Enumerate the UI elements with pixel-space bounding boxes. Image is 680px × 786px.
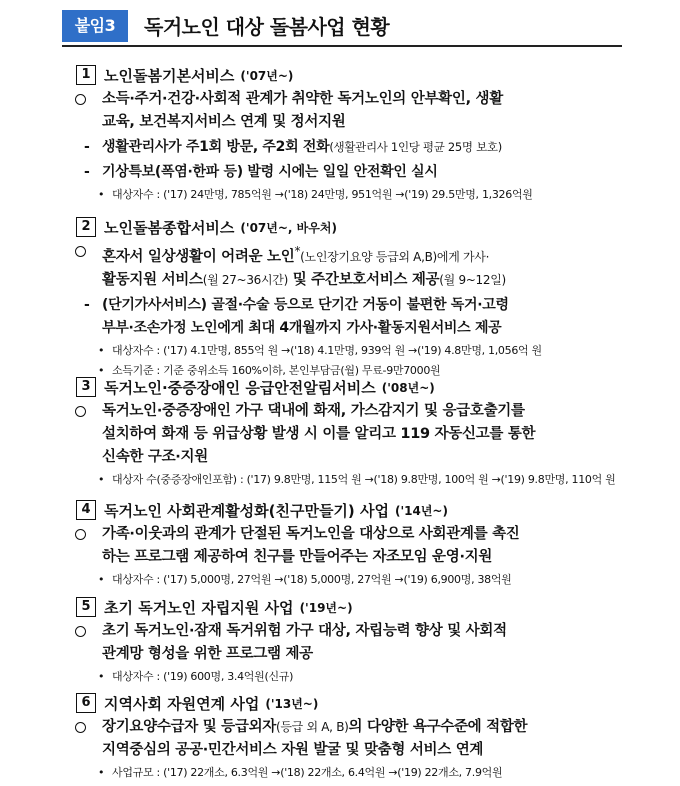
section-number: 6 xyxy=(76,693,96,713)
section-note: ('13년~) xyxy=(265,696,319,711)
circle-item xyxy=(62,620,622,666)
dot-text: 대상자 수(중증장애인포함) : ('17) 9.8만명, 115억 원 →('18) 9.8만명, 100억 원 →('19) 9.8만명, 110억 원 xyxy=(112,473,616,486)
dash-icon: - xyxy=(84,164,90,180)
section-note: ('19년~) xyxy=(299,600,353,615)
dash-line: (단기가사서비스) 골절·수술 등으로 단기간 거동이 불편한 독거·고령 xyxy=(102,296,509,313)
circle-text: 의 다양한 욕구수준에 적합한 xyxy=(348,719,528,735)
circle-line: 설치하여 화재 등 위급상황 발생 시 이를 알리고 119 자동신고를 통한 xyxy=(102,426,536,442)
dot-item xyxy=(62,341,622,360)
section-title: 지역사회 자원연계 사업 xyxy=(104,694,260,713)
section-number: 5 xyxy=(76,597,96,617)
document-title: 독거노인 대상 돌봄사업 현황 xyxy=(144,15,390,39)
bullet-icon: • xyxy=(98,473,105,486)
section-heading xyxy=(62,690,622,716)
section-title: 노인돌봄종합서비스 xyxy=(104,218,235,237)
attachment-badge: 붙임3 xyxy=(62,10,128,42)
dot-item xyxy=(62,185,622,204)
bullet-icon: • xyxy=(98,573,105,586)
dot-text: 사업규모 : ('17) 22개소, 6.3억원 →('18) 22개소, 6.4억원 →('19) 22개소, 7.9억원 xyxy=(112,766,503,779)
bullet-icon: • xyxy=(98,343,105,357)
section-number: 4 xyxy=(76,500,96,520)
section-4 xyxy=(62,497,622,589)
section-number: 2 xyxy=(76,217,96,237)
dash-item xyxy=(62,161,622,184)
dash-item xyxy=(62,294,622,340)
dash-line: 부부·조손가정 노인에게 최대 4개월까지 가사·활동지원서비스 제공 xyxy=(102,319,502,336)
footnote-mark: * xyxy=(294,244,301,258)
dot-text: 대상자수 : ('19) 600명, 3.4억원(신규) xyxy=(112,670,294,683)
circle-line: 가족·이웃과의 관계가 단절된 독거노인을 대상으로 사회관계를 촉진 xyxy=(102,526,520,542)
circle-bullet-icon xyxy=(75,94,86,105)
section-6 xyxy=(62,690,622,782)
circle-item xyxy=(62,523,622,569)
dot-text: 대상자수 : ('17) 5,000명, 27억원 →('18) 5,000명, 27억원 →('19) 6,900명, 38억원 xyxy=(112,573,512,586)
bullet-icon: • xyxy=(98,363,105,377)
circle-line: 교육, 보건복지서비스 연계 및 정서지원 xyxy=(102,114,346,130)
section-note: ('08년~) xyxy=(381,380,435,395)
circle-line: 신속한 구조·지원 xyxy=(102,449,208,465)
dash-icon: - xyxy=(84,139,90,155)
circle-bullet-icon xyxy=(75,722,86,733)
section-title: 초기 독거노인 자립지원 사업 xyxy=(104,598,294,617)
bullet-icon: • xyxy=(98,188,105,201)
section-title: 독거노인 사회관계활성화(친구만들기) 사업 xyxy=(104,501,389,520)
dot-text: 대상자수 : ('17) 4.1만명, 855억 원 →('18) 4.1만명, 939억 원 →('19) 4.8만명, 1,056억 원 xyxy=(112,343,542,357)
circle-line: 독거노인·중증장애인 가구 댁내에 화재, 가스감지기 및 응급호출기를 xyxy=(102,403,525,419)
dot-text: 대상자수 : ('17) 24만명, 785억원 →('18) 24만명, 951억원 →('19) 29.5만명, 1,326억원 xyxy=(112,188,533,201)
circle-note: (노인장기요양 등급외 A,B)에게 가사· xyxy=(300,249,490,264)
circle-line: 소득·주거·건강·사회적 관계가 취약한 독거노인의 안부확인, 생활 xyxy=(102,91,503,107)
section-5 xyxy=(62,594,622,686)
dot-text: 소득기준 : 기준 중위소득 160%이하, 본인부담금(월) 무료-9만7000원 xyxy=(112,363,441,377)
circle-line xyxy=(102,240,622,269)
circle-item xyxy=(62,240,622,292)
circle-text: 장기요양수급자 및 등급외자 xyxy=(102,719,276,735)
dash-text: 기상특보(폭염·한파 등) 발령 시에는 일일 안전확인 실시 xyxy=(102,164,438,180)
circle-line xyxy=(102,269,622,292)
circle-line xyxy=(102,716,622,739)
dot-item xyxy=(62,763,622,782)
section-heading xyxy=(62,62,622,88)
bullet-icon: • xyxy=(98,670,105,683)
section-number: 3 xyxy=(76,377,96,397)
circle-item xyxy=(62,400,622,469)
circle-bullet-icon xyxy=(75,626,86,637)
circle-note: (월 27~36시간) xyxy=(202,272,288,287)
bullet-icon: • xyxy=(98,766,105,779)
circle-line: 관계망 형성을 위한 프로그램 제공 xyxy=(102,646,313,662)
section-2 xyxy=(62,214,622,380)
section-3 xyxy=(62,374,622,489)
circle-item xyxy=(62,716,622,762)
section-note: ('14년~) xyxy=(394,503,448,518)
section-heading xyxy=(62,214,622,240)
section-1 xyxy=(62,62,622,204)
section-number: 1 xyxy=(76,65,96,85)
circle-bullet-icon xyxy=(75,246,86,257)
dash-text: 생활관리사가 주1회 방문, 주2회 전화 xyxy=(102,139,330,155)
section-note: ('07년~, 바우처) xyxy=(240,220,337,235)
header-divider xyxy=(62,45,622,47)
circle-item xyxy=(62,88,622,134)
section-title: 노인돌봄기본서비스 xyxy=(104,66,235,85)
circle-bullet-icon xyxy=(75,406,86,417)
dash-note: (생활관리사 1인당 평균 25명 보호) xyxy=(329,140,502,154)
dot-item xyxy=(62,570,622,589)
section-heading xyxy=(62,497,622,523)
section-heading xyxy=(62,594,622,620)
dash-icon: - xyxy=(84,296,90,313)
circle-note: (월 9~12일) xyxy=(439,272,506,287)
circle-note: (등급 외 A, B) xyxy=(275,720,349,734)
circle-line: 초기 독거노인·잠재 독거위험 가구 대상, 자립능력 향상 및 사회적 xyxy=(102,623,507,639)
section-title: 독거노인·중증장애인 응급안전알림서비스 xyxy=(104,378,376,397)
circle-line: 지역중심의 공공·민간서비스 자원 발굴 및 맞춤형 서비스 연계 xyxy=(102,742,484,758)
dash-item xyxy=(62,136,622,159)
circle-bullet-icon xyxy=(75,529,86,540)
document-header xyxy=(62,10,622,44)
circle-text: 활동지원 서비스 xyxy=(102,271,203,288)
circle-line: 하는 프로그램 제공하여 친구를 만들어주는 자조모임 운영·지원 xyxy=(102,549,493,565)
circle-text: 혼자서 일상생활이 어려운 노인 xyxy=(102,248,295,265)
dot-item xyxy=(62,470,622,489)
section-heading xyxy=(62,374,622,400)
circle-text: 및 주간보호서비스 제공 xyxy=(287,271,440,288)
dot-item xyxy=(62,667,622,686)
section-note: ('07년~) xyxy=(240,68,294,83)
